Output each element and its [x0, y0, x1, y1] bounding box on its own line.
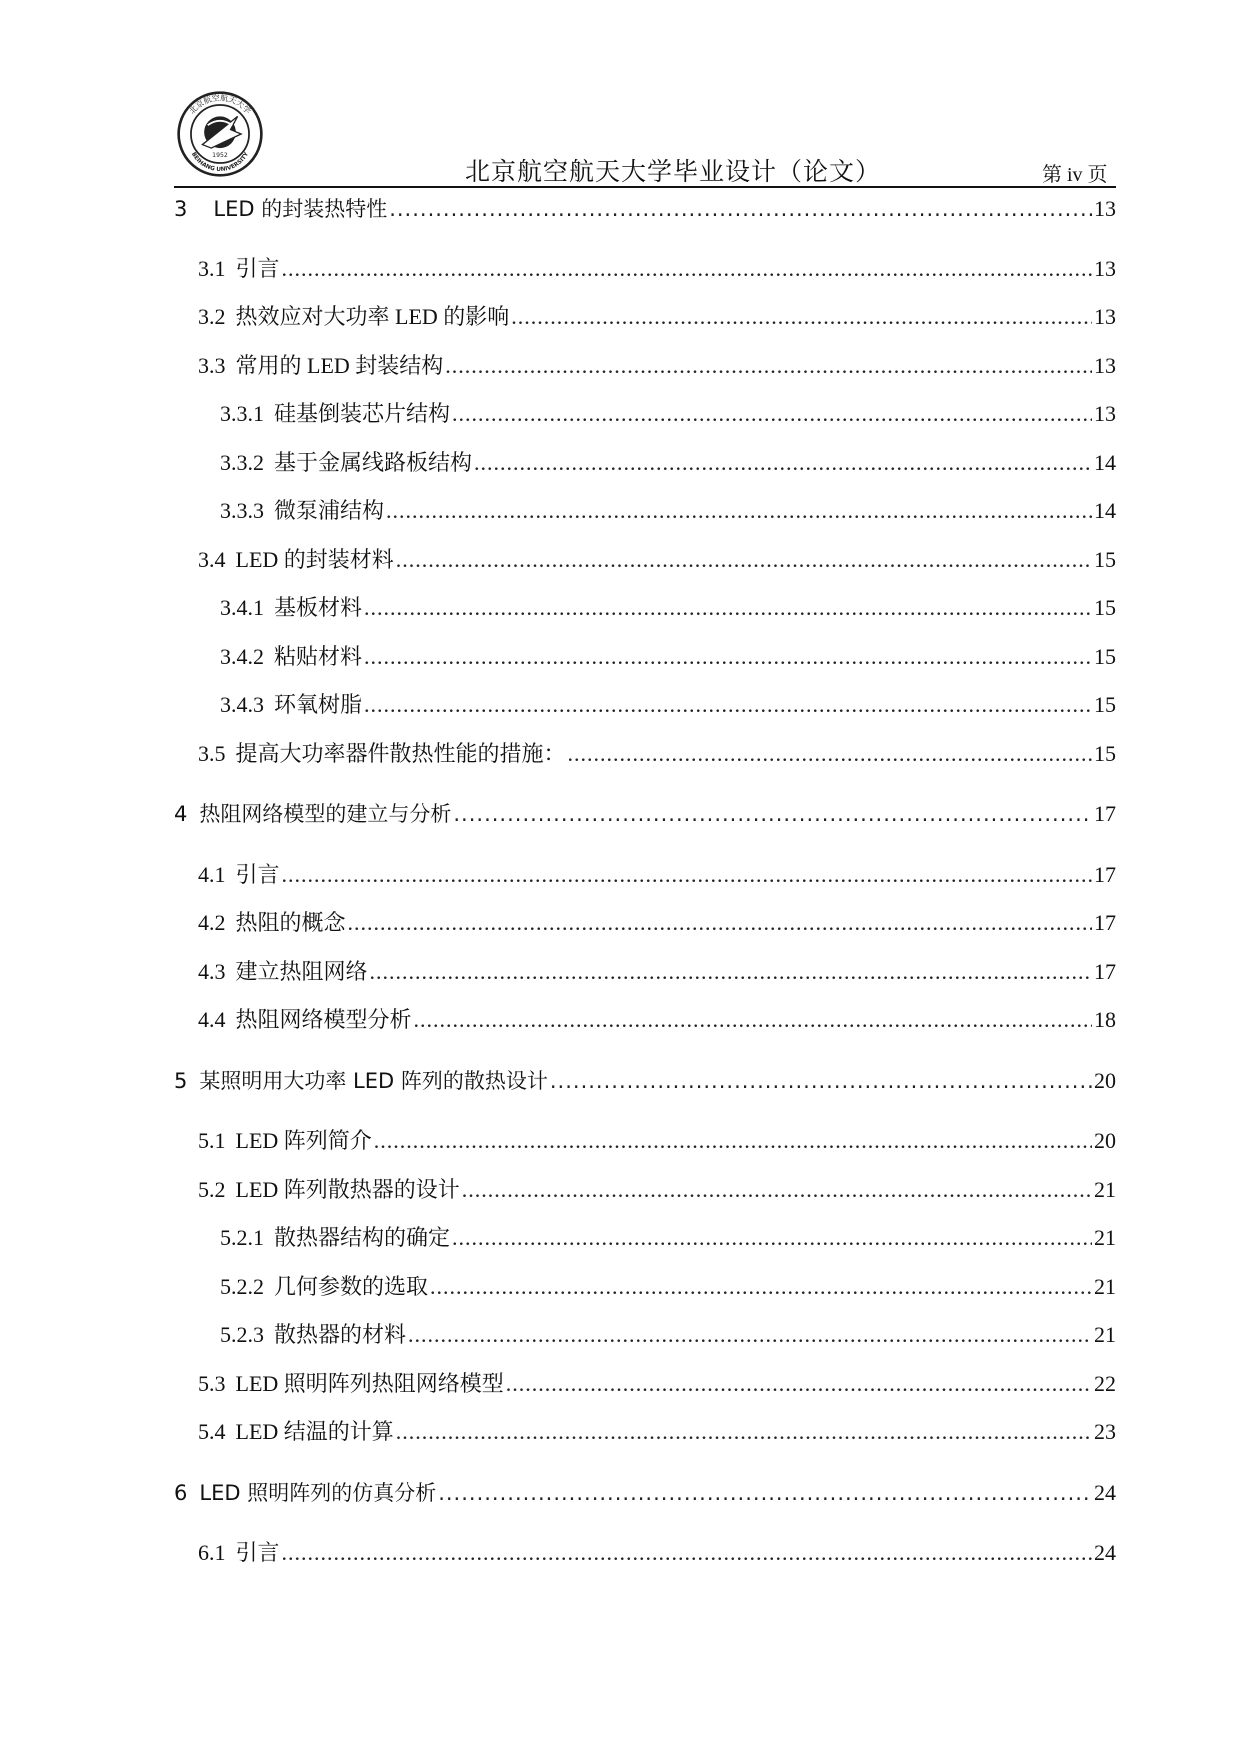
toc-entry-page: 13 — [1094, 196, 1116, 221]
toc-entry[interactable] — [174, 545, 1116, 575]
toc-entry-page: 15 — [1094, 741, 1116, 766]
toc-entry[interactable] — [174, 254, 1116, 284]
toc-entry[interactable] — [174, 194, 1116, 224]
toc-entry[interactable] — [174, 302, 1116, 332]
page-number: 第 iv 页 — [1042, 164, 1108, 186]
toc-entry-page: 15 — [1094, 595, 1116, 620]
toc-entry-page: 20 — [1094, 1128, 1116, 1153]
toc-entry-title: 散热器结构的确定 — [274, 1225, 451, 1250]
toc-entry-title: 微泵浦结构 — [274, 498, 385, 523]
toc-leader-dots — [364, 690, 1092, 720]
toc-entry-number: 3.3 — [198, 353, 226, 378]
toc-entry-page: 13 — [1094, 304, 1116, 329]
seal-year: 1952 — [212, 151, 228, 159]
toc-entry-title: LED 的封装热特性 — [213, 197, 388, 221]
toc-entry-number: 4 — [174, 802, 188, 826]
toc-entry-number: 3.5 — [198, 741, 226, 766]
toc-entry-number: 4.1 — [198, 862, 226, 887]
toc-leader-dots — [389, 194, 1092, 224]
toc-entry-title: 常用的 LED 封装结构 — [235, 353, 444, 378]
toc-entry-title: 基板材料 — [274, 595, 363, 620]
toc-leader-dots — [550, 1066, 1092, 1096]
toc-entry-title: 提高大功率器件散热性能的措施： — [235, 741, 566, 766]
toc-entry-number: 3 — [174, 197, 188, 221]
toc-entry-title: LED 阵列简介 — [235, 1128, 372, 1153]
toc-entry-title: 粘贴材料 — [274, 644, 363, 669]
toc-entry[interactable] — [174, 496, 1116, 526]
toc-entry-title: 硅基倒装芯片结构 — [274, 401, 451, 426]
toc-entry-number: 6.1 — [198, 1540, 226, 1565]
toc-entry-number: 4.2 — [198, 910, 226, 935]
toc-entry-title: 引言 — [235, 256, 280, 281]
toc-entry-page: 21 — [1094, 1225, 1116, 1250]
toc-entry-page: 14 — [1094, 450, 1116, 475]
toc-entry-title: 散热器的材料 — [274, 1322, 407, 1347]
toc-entry-title: 热阻的概念 — [235, 910, 346, 935]
toc-leader-dots — [414, 1005, 1092, 1035]
toc-entry-number: 5.4 — [198, 1419, 226, 1444]
toc-entry-title: 基于金属线路板结构 — [274, 450, 473, 475]
toc-entry-title: 引言 — [235, 862, 280, 887]
toc-leader-dots — [453, 799, 1092, 829]
toc-entry-number: 3.4.3 — [220, 692, 264, 717]
toc-entry-number: 3.4.1 — [220, 595, 264, 620]
toc-entry[interactable] — [174, 1369, 1116, 1399]
toc-entry-number: 4.4 — [198, 1007, 226, 1032]
toc-entry-number: 3.4 — [198, 547, 226, 572]
header-title: 北京航空航天大学毕业设计（论文） — [465, 159, 882, 186]
toc-entry-number: 4.3 — [198, 959, 226, 984]
toc-entry-title: LED 的封装材料 — [235, 547, 394, 572]
toc-leader-dots — [452, 1223, 1092, 1253]
toc-entry-page: 18 — [1094, 1007, 1116, 1032]
toc-entry-page: 13 — [1094, 256, 1116, 281]
toc-entry-page: 23 — [1094, 1419, 1116, 1444]
toc-entry-title: LED 阵列散热器的设计 — [235, 1177, 460, 1202]
toc-entry-page: 24 — [1094, 1480, 1116, 1505]
toc-entry-title: 几何参数的选取 — [274, 1274, 429, 1299]
toc-entry-number: 3.3.2 — [220, 450, 264, 475]
toc-entry-page: 17 — [1094, 862, 1116, 887]
toc-leader-dots — [282, 254, 1092, 284]
toc-entry-page: 15 — [1094, 644, 1116, 669]
toc-entry-number: 5.1 — [198, 1128, 226, 1153]
toc-entry-page: 17 — [1094, 801, 1116, 826]
toc-entry-number: 3.3.3 — [220, 498, 264, 523]
toc-leader-dots — [511, 302, 1092, 332]
university-seal-icon — [176, 90, 264, 178]
toc-entry-title: 热效应对大功率 LED 的影响 — [235, 304, 510, 329]
toc-entry-number: 3.4.2 — [220, 644, 264, 669]
toc-entry-page: 20 — [1094, 1068, 1116, 1093]
toc-leader-dots — [474, 448, 1092, 478]
toc-entry-number: 5.2.3 — [220, 1322, 264, 1347]
toc-entry-page: 15 — [1094, 692, 1116, 717]
toc-leader-dots — [364, 593, 1092, 623]
toc-entry-page: 17 — [1094, 910, 1116, 935]
toc-leader-dots — [445, 351, 1092, 381]
toc-leader-dots — [370, 957, 1092, 987]
toc-entry-number: 5.2.1 — [220, 1225, 264, 1250]
toc-entry-title: LED 结温的计算 — [235, 1419, 394, 1444]
toc-entry[interactable] — [174, 1066, 1116, 1096]
toc-entry-title: 热阻网络模型分析 — [235, 1007, 412, 1032]
toc-leader-dots — [386, 496, 1092, 526]
toc-entry-page: 14 — [1094, 498, 1116, 523]
toc-entry-page: 22 — [1094, 1371, 1116, 1396]
svg-text:北京航空航天大学 — [187, 92, 254, 115]
toc-entry[interactable] — [174, 1126, 1116, 1156]
toc-entry[interactable] — [174, 690, 1116, 720]
toc-leader-dots — [396, 1417, 1092, 1447]
toc-entry-title: 环氧树脂 — [274, 692, 363, 717]
toc-entry-title: LED 照明阵列的仿真分析 — [199, 1481, 437, 1505]
toc-entry[interactable] — [174, 799, 1116, 829]
toc-entry-number: 5.2.2 — [220, 1274, 264, 1299]
toc-entry-page: 21 — [1094, 1322, 1116, 1347]
toc-leader-dots — [462, 1175, 1092, 1205]
toc-entry-number: 5 — [174, 1069, 188, 1093]
toc-entry[interactable] — [174, 908, 1116, 938]
toc-entry[interactable] — [174, 399, 1116, 429]
toc-leader-dots — [348, 908, 1092, 938]
toc-entry[interactable] — [174, 1175, 1116, 1205]
toc-entry-page: 21 — [1094, 1274, 1116, 1299]
header-rule — [174, 186, 1116, 188]
toc-entry-page: 24 — [1094, 1540, 1116, 1565]
toc-entry-title: 引言 — [235, 1540, 280, 1565]
toc-entry-page: 13 — [1094, 353, 1116, 378]
toc-entry-title: 热阻网络模型的建立与分析 — [199, 802, 452, 826]
toc-entry-page: 21 — [1094, 1177, 1116, 1202]
toc-entry[interactable] — [174, 860, 1116, 890]
toc-leader-dots — [282, 1538, 1092, 1568]
toc-entry-title: 某照明用大功率 LED 阵列的散热设计 — [199, 1069, 548, 1093]
toc-leader-dots — [430, 1272, 1092, 1302]
toc-leader-dots — [396, 545, 1092, 575]
toc-leader-dots — [282, 860, 1092, 890]
toc-leader-dots — [408, 1320, 1092, 1350]
toc-leader-dots — [374, 1126, 1092, 1156]
toc-entry-number: 5.3 — [198, 1371, 226, 1396]
toc-entry-title: LED 照明阵列热阻网络模型 — [235, 1371, 504, 1396]
toc-entry-title: 建立热阻网络 — [235, 959, 368, 984]
toc-entry-page: 15 — [1094, 547, 1116, 572]
toc-leader-dots — [452, 399, 1092, 429]
toc-entry[interactable] — [174, 1478, 1116, 1508]
toc-leader-dots — [364, 642, 1092, 672]
seal-text-bottom: BEIHANG UNIVERSITY — [189, 151, 251, 174]
toc-leader-dots — [568, 739, 1092, 769]
toc-entry[interactable] — [174, 1320, 1116, 1350]
toc-entry[interactable] — [174, 351, 1116, 381]
toc-entry[interactable] — [174, 593, 1116, 623]
seal-text-top: 北京航空航天大学 — [187, 93, 253, 116]
toc-entry-page: 17 — [1094, 959, 1116, 984]
toc-entry-number: 3.3.1 — [220, 401, 264, 426]
toc-entry-number: 5.2 — [198, 1177, 226, 1202]
toc-entry[interactable] — [174, 1538, 1116, 1568]
toc-entry-page: 13 — [1094, 401, 1116, 426]
toc-entry-number: 3.2 — [198, 304, 226, 329]
toc-leader-dots — [506, 1369, 1092, 1399]
toc-leader-dots — [438, 1478, 1092, 1508]
toc-entry[interactable] — [174, 957, 1116, 987]
toc-entry-number: 6 — [174, 1481, 188, 1505]
toc-entry[interactable] — [174, 642, 1116, 672]
toc-entry[interactable] — [174, 1223, 1116, 1253]
toc-entry[interactable] — [174, 1272, 1116, 1302]
toc-entry[interactable] — [174, 739, 1116, 769]
toc-entry[interactable] — [174, 448, 1116, 478]
toc-entry[interactable] — [174, 1005, 1116, 1035]
toc-entry[interactable] — [174, 1417, 1116, 1447]
toc-entry-number: 3.1 — [198, 256, 226, 281]
